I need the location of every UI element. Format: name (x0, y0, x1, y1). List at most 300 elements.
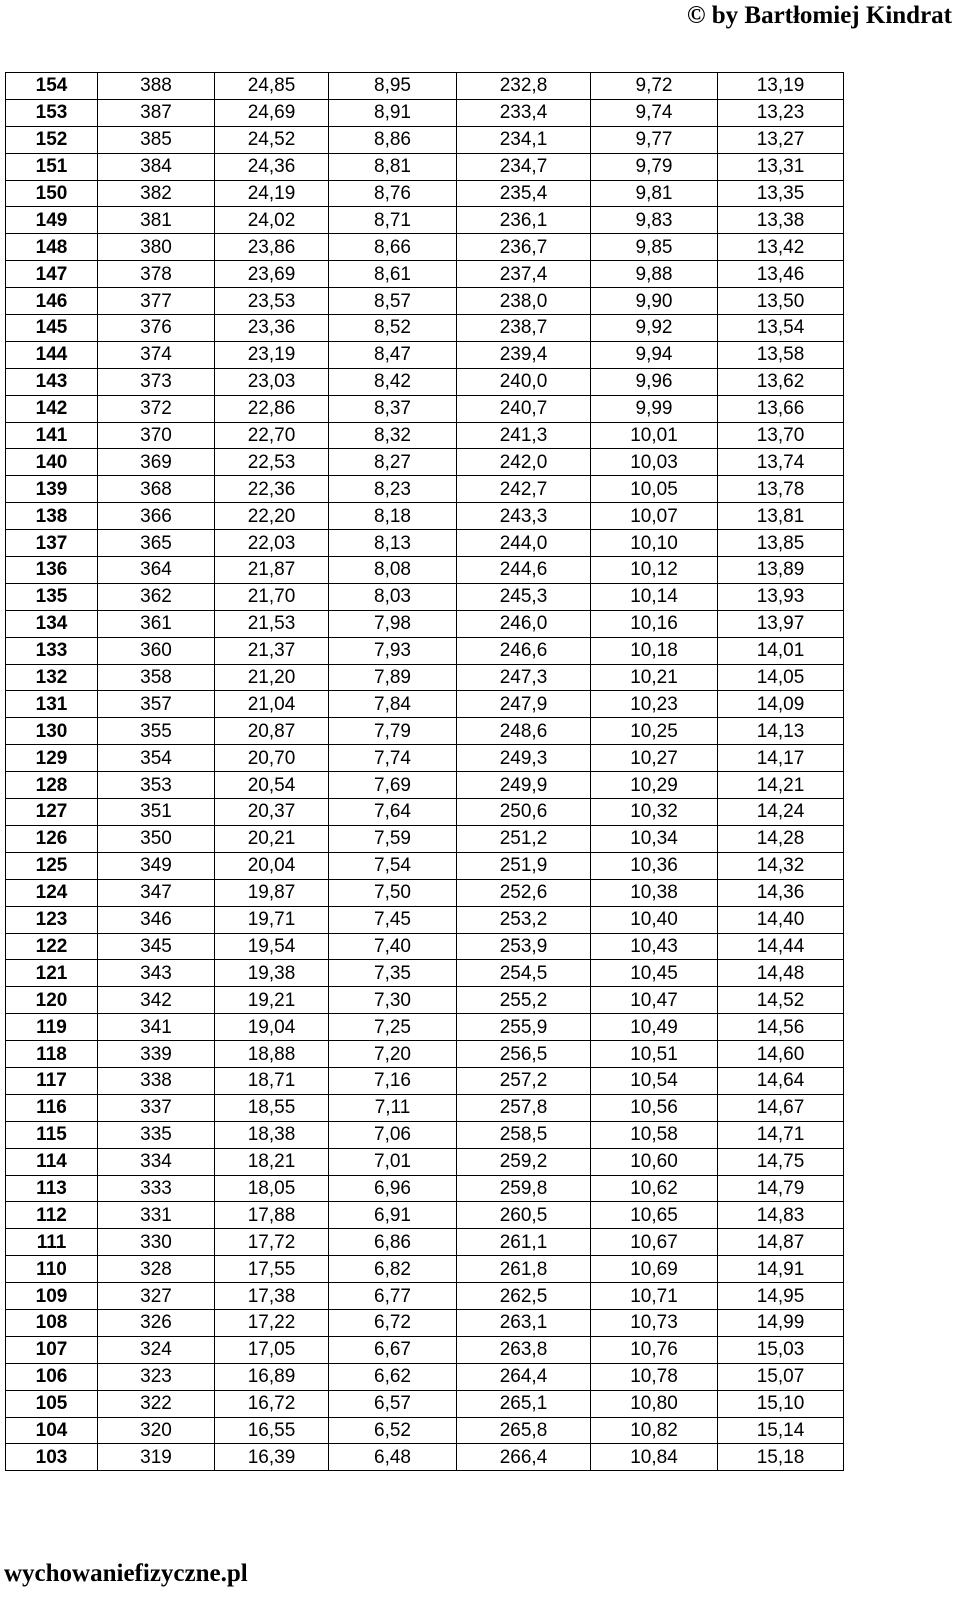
value-cell: 24,36 (215, 153, 329, 180)
value-cell: 374 (98, 341, 215, 368)
value-cell: 239,4 (457, 341, 591, 368)
value-cell: 14,56 (718, 1014, 844, 1041)
value-cell: 8,57 (329, 288, 457, 315)
table-row (6, 395, 844, 422)
site-footer: wychowaniefizyczne.pl (4, 1560, 248, 1587)
value-cell: 372 (98, 395, 215, 422)
value-cell: 10,40 (591, 906, 718, 933)
points-cell: 117 (6, 1067, 98, 1094)
table-row (6, 1202, 844, 1229)
value-cell: 6,77 (329, 1283, 457, 1310)
table-row (6, 825, 844, 852)
value-cell: 14,44 (718, 933, 844, 960)
value-cell: 8,76 (329, 180, 457, 207)
value-cell: 10,07 (591, 503, 718, 530)
value-cell: 23,19 (215, 341, 329, 368)
table-row (6, 1417, 844, 1444)
value-cell: 21,37 (215, 637, 329, 664)
value-cell: 366 (98, 503, 215, 530)
value-cell: 342 (98, 987, 215, 1014)
value-cell: 8,81 (329, 153, 457, 180)
value-cell: 243,3 (457, 503, 591, 530)
value-cell: 19,04 (215, 1014, 329, 1041)
value-cell: 23,03 (215, 368, 329, 395)
value-cell: 22,03 (215, 530, 329, 557)
value-cell: 8,52 (329, 315, 457, 342)
value-cell: 13,19 (718, 73, 844, 100)
value-cell: 238,0 (457, 288, 591, 315)
value-cell: 20,37 (215, 799, 329, 826)
value-cell: 20,87 (215, 718, 329, 745)
value-cell: 265,8 (457, 1417, 591, 1444)
value-cell: 263,8 (457, 1336, 591, 1363)
value-cell: 10,18 (591, 637, 718, 664)
value-cell: 6,57 (329, 1390, 457, 1417)
value-cell: 20,04 (215, 852, 329, 879)
value-cell: 242,0 (457, 449, 591, 476)
value-cell: 341 (98, 1014, 215, 1041)
table-row (6, 1094, 844, 1121)
value-cell: 7,89 (329, 664, 457, 691)
value-cell: 7,06 (329, 1121, 457, 1148)
table-row (6, 852, 844, 879)
value-cell: 9,83 (591, 207, 718, 234)
value-cell: 13,27 (718, 126, 844, 153)
value-cell: 8,08 (329, 557, 457, 584)
value-cell: 13,85 (718, 530, 844, 557)
value-cell: 18,38 (215, 1121, 329, 1148)
value-cell: 7,35 (329, 960, 457, 987)
value-cell: 10,05 (591, 476, 718, 503)
points-cell: 126 (6, 825, 98, 852)
value-cell: 14,36 (718, 879, 844, 906)
value-cell: 251,2 (457, 825, 591, 852)
table-row (6, 1444, 844, 1471)
value-cell: 16,89 (215, 1363, 329, 1390)
value-cell: 22,36 (215, 476, 329, 503)
value-cell: 369 (98, 449, 215, 476)
value-cell: 7,01 (329, 1148, 457, 1175)
table-row (6, 772, 844, 799)
table-row (6, 341, 844, 368)
value-cell: 14,75 (718, 1148, 844, 1175)
table-row (6, 1121, 844, 1148)
table-row (6, 1336, 844, 1363)
value-cell: 13,23 (718, 99, 844, 126)
value-cell: 13,78 (718, 476, 844, 503)
value-cell: 234,7 (457, 153, 591, 180)
value-cell: 346 (98, 906, 215, 933)
value-cell: 17,88 (215, 1202, 329, 1229)
points-cell: 141 (6, 422, 98, 449)
table-row (6, 530, 844, 557)
value-cell: 17,38 (215, 1283, 329, 1310)
value-cell: 24,85 (215, 73, 329, 100)
points-cell: 119 (6, 1014, 98, 1041)
table-row (6, 422, 844, 449)
value-cell: 19,71 (215, 906, 329, 933)
points-cell: 144 (6, 341, 98, 368)
table-row (6, 987, 844, 1014)
value-cell: 17,72 (215, 1229, 329, 1256)
value-cell: 10,23 (591, 691, 718, 718)
table-row (6, 99, 844, 126)
points-cell: 121 (6, 960, 98, 987)
value-cell: 8,95 (329, 73, 457, 100)
points-cell: 136 (6, 557, 98, 584)
value-cell: 7,50 (329, 879, 457, 906)
table-row (6, 234, 844, 261)
value-cell: 353 (98, 772, 215, 799)
points-cell: 124 (6, 879, 98, 906)
value-cell: 9,99 (591, 395, 718, 422)
value-cell: 9,72 (591, 73, 718, 100)
value-cell: 253,9 (457, 933, 591, 960)
table-row (6, 583, 844, 610)
value-cell: 8,71 (329, 207, 457, 234)
points-cell: 110 (6, 1256, 98, 1283)
value-cell: 358 (98, 664, 215, 691)
points-cell: 139 (6, 476, 98, 503)
value-cell: 8,47 (329, 341, 457, 368)
points-cell: 114 (6, 1148, 98, 1175)
points-cell: 103 (6, 1444, 98, 1471)
table-row (6, 1256, 844, 1283)
value-cell: 13,54 (718, 315, 844, 342)
value-cell: 14,91 (718, 1256, 844, 1283)
value-cell: 361 (98, 610, 215, 637)
value-cell: 378 (98, 261, 215, 288)
value-cell: 8,23 (329, 476, 457, 503)
points-cell: 107 (6, 1336, 98, 1363)
value-cell: 9,85 (591, 234, 718, 261)
table-row (6, 1229, 844, 1256)
value-cell: 7,93 (329, 637, 457, 664)
value-cell: 10,69 (591, 1256, 718, 1283)
points-cell: 152 (6, 126, 98, 153)
value-cell: 355 (98, 718, 215, 745)
value-cell: 327 (98, 1283, 215, 1310)
value-cell: 10,82 (591, 1417, 718, 1444)
table-row (6, 718, 844, 745)
points-cell: 112 (6, 1202, 98, 1229)
value-cell: 8,13 (329, 530, 457, 557)
value-cell: 21,53 (215, 610, 329, 637)
value-cell: 7,16 (329, 1067, 457, 1094)
value-cell: 6,91 (329, 1202, 457, 1229)
value-cell: 247,9 (457, 691, 591, 718)
value-cell: 245,3 (457, 583, 591, 610)
value-cell: 328 (98, 1256, 215, 1283)
value-cell: 13,89 (718, 557, 844, 584)
value-cell: 236,7 (457, 234, 591, 261)
value-cell: 10,43 (591, 933, 718, 960)
value-cell: 249,9 (457, 772, 591, 799)
points-cell: 135 (6, 583, 98, 610)
value-cell: 362 (98, 583, 215, 610)
value-cell: 339 (98, 1041, 215, 1068)
value-cell: 7,11 (329, 1094, 457, 1121)
value-cell: 14,99 (718, 1309, 844, 1336)
value-cell: 14,32 (718, 852, 844, 879)
value-cell: 7,84 (329, 691, 457, 718)
table-row (6, 449, 844, 476)
value-cell: 233,4 (457, 99, 591, 126)
table-row (6, 1148, 844, 1175)
value-cell: 13,58 (718, 341, 844, 368)
value-cell: 22,86 (215, 395, 329, 422)
value-cell: 24,69 (215, 99, 329, 126)
value-cell: 264,4 (457, 1363, 591, 1390)
value-cell: 256,5 (457, 1041, 591, 1068)
table-row (6, 476, 844, 503)
value-cell: 22,20 (215, 503, 329, 530)
value-cell: 13,35 (718, 180, 844, 207)
value-cell: 7,79 (329, 718, 457, 745)
value-cell: 17,22 (215, 1309, 329, 1336)
points-cell: 133 (6, 637, 98, 664)
table-row (6, 1067, 844, 1094)
value-cell: 14,83 (718, 1202, 844, 1229)
value-cell: 14,60 (718, 1041, 844, 1068)
value-cell: 13,31 (718, 153, 844, 180)
table-row (6, 207, 844, 234)
value-cell: 255,9 (457, 1014, 591, 1041)
points-cell: 142 (6, 395, 98, 422)
table-row (6, 933, 844, 960)
value-cell: 6,62 (329, 1363, 457, 1390)
table-row (6, 1390, 844, 1417)
value-cell: 7,30 (329, 987, 457, 1014)
value-cell: 8,61 (329, 261, 457, 288)
value-cell: 10,62 (591, 1175, 718, 1202)
table-row (6, 906, 844, 933)
value-cell: 9,92 (591, 315, 718, 342)
value-cell: 368 (98, 476, 215, 503)
value-cell: 333 (98, 1175, 215, 1202)
table-row (6, 664, 844, 691)
value-cell: 236,1 (457, 207, 591, 234)
value-cell: 259,2 (457, 1148, 591, 1175)
value-cell: 8,66 (329, 234, 457, 261)
value-cell: 21,20 (215, 664, 329, 691)
value-cell: 10,80 (591, 1390, 718, 1417)
value-cell: 351 (98, 799, 215, 826)
value-cell: 257,2 (457, 1067, 591, 1094)
points-cell: 122 (6, 933, 98, 960)
value-cell: 7,98 (329, 610, 457, 637)
value-cell: 337 (98, 1094, 215, 1121)
points-cell: 140 (6, 449, 98, 476)
value-cell: 20,54 (215, 772, 329, 799)
value-cell: 21,87 (215, 557, 329, 584)
value-cell: 261,8 (457, 1256, 591, 1283)
table-row (6, 1175, 844, 1202)
points-cell: 108 (6, 1309, 98, 1336)
value-cell: 16,39 (215, 1444, 329, 1471)
value-cell: 8,32 (329, 422, 457, 449)
table-row (6, 126, 844, 153)
table-row (6, 745, 844, 772)
value-cell: 373 (98, 368, 215, 395)
value-cell: 249,3 (457, 745, 591, 772)
value-cell: 24,52 (215, 126, 329, 153)
value-cell: 13,97 (718, 610, 844, 637)
value-cell: 251,9 (457, 852, 591, 879)
value-cell: 7,25 (329, 1014, 457, 1041)
value-cell: 322 (98, 1390, 215, 1417)
value-cell: 320 (98, 1417, 215, 1444)
value-cell: 13,62 (718, 368, 844, 395)
value-cell: 9,79 (591, 153, 718, 180)
value-cell: 8,91 (329, 99, 457, 126)
points-cell: 109 (6, 1283, 98, 1310)
points-cell: 137 (6, 530, 98, 557)
points-cell: 148 (6, 234, 98, 261)
value-cell: 370 (98, 422, 215, 449)
value-cell: 9,88 (591, 261, 718, 288)
value-cell: 232,8 (457, 73, 591, 100)
value-cell: 10,71 (591, 1283, 718, 1310)
value-cell: 21,70 (215, 583, 329, 610)
value-cell: 246,0 (457, 610, 591, 637)
value-cell: 10,84 (591, 1444, 718, 1471)
value-cell: 261,1 (457, 1229, 591, 1256)
value-cell: 15,07 (718, 1363, 844, 1390)
value-cell: 10,10 (591, 530, 718, 557)
value-cell: 13,70 (718, 422, 844, 449)
value-cell: 265,1 (457, 1390, 591, 1417)
value-cell: 381 (98, 207, 215, 234)
points-cell: 104 (6, 1417, 98, 1444)
points-cell: 131 (6, 691, 98, 718)
table-row (6, 1283, 844, 1310)
value-cell: 6,82 (329, 1256, 457, 1283)
table-row (6, 180, 844, 207)
value-cell: 10,65 (591, 1202, 718, 1229)
value-cell: 334 (98, 1148, 215, 1175)
points-cell: 106 (6, 1363, 98, 1390)
value-cell: 10,45 (591, 960, 718, 987)
value-cell: 14,87 (718, 1229, 844, 1256)
value-cell: 14,01 (718, 637, 844, 664)
value-cell: 9,94 (591, 341, 718, 368)
value-cell: 10,51 (591, 1041, 718, 1068)
table-row (6, 261, 844, 288)
score-table-body (6, 73, 844, 1471)
value-cell: 259,8 (457, 1175, 591, 1202)
value-cell: 10,78 (591, 1363, 718, 1390)
value-cell: 354 (98, 745, 215, 772)
value-cell: 252,6 (457, 879, 591, 906)
value-cell: 21,04 (215, 691, 329, 718)
value-cell: 257,8 (457, 1094, 591, 1121)
value-cell: 7,40 (329, 933, 457, 960)
value-cell: 18,88 (215, 1041, 329, 1068)
value-cell: 266,4 (457, 1444, 591, 1471)
value-cell: 24,02 (215, 207, 329, 234)
value-cell: 19,21 (215, 987, 329, 1014)
value-cell: 324 (98, 1336, 215, 1363)
value-cell: 23,86 (215, 234, 329, 261)
value-cell: 7,59 (329, 825, 457, 852)
table-row (6, 1014, 844, 1041)
value-cell: 343 (98, 960, 215, 987)
value-cell: 388 (98, 73, 215, 100)
points-cell: 138 (6, 503, 98, 530)
value-cell: 254,5 (457, 960, 591, 987)
points-cell: 111 (6, 1229, 98, 1256)
value-cell: 248,6 (457, 718, 591, 745)
value-cell: 14,95 (718, 1283, 844, 1310)
value-cell: 15,14 (718, 1417, 844, 1444)
value-cell: 7,64 (329, 799, 457, 826)
value-cell: 8,37 (329, 395, 457, 422)
value-cell: 10,67 (591, 1229, 718, 1256)
value-cell: 10,76 (591, 1336, 718, 1363)
value-cell: 250,6 (457, 799, 591, 826)
value-cell: 14,40 (718, 906, 844, 933)
value-cell: 18,71 (215, 1067, 329, 1094)
value-cell: 13,38 (718, 207, 844, 234)
points-cell: 153 (6, 99, 98, 126)
table-row (6, 610, 844, 637)
points-cell: 143 (6, 368, 98, 395)
value-cell: 10,14 (591, 583, 718, 610)
value-cell: 14,48 (718, 960, 844, 987)
value-cell: 360 (98, 637, 215, 664)
value-cell: 262,5 (457, 1283, 591, 1310)
table-row (6, 557, 844, 584)
score-table (5, 72, 844, 1471)
value-cell: 10,01 (591, 422, 718, 449)
value-cell: 19,54 (215, 933, 329, 960)
points-cell: 134 (6, 610, 98, 637)
value-cell: 258,5 (457, 1121, 591, 1148)
value-cell: 16,55 (215, 1417, 329, 1444)
value-cell: 10,12 (591, 557, 718, 584)
value-cell: 8,27 (329, 449, 457, 476)
value-cell: 9,81 (591, 180, 718, 207)
value-cell: 255,2 (457, 987, 591, 1014)
value-cell: 260,5 (457, 1202, 591, 1229)
value-cell: 18,21 (215, 1148, 329, 1175)
value-cell: 9,74 (591, 99, 718, 126)
value-cell: 23,69 (215, 261, 329, 288)
points-cell: 146 (6, 288, 98, 315)
value-cell: 6,67 (329, 1336, 457, 1363)
table-row (6, 879, 844, 906)
value-cell: 14,67 (718, 1094, 844, 1121)
value-cell: 20,70 (215, 745, 329, 772)
value-cell: 244,0 (457, 530, 591, 557)
value-cell: 241,3 (457, 422, 591, 449)
value-cell: 14,52 (718, 987, 844, 1014)
value-cell: 10,60 (591, 1148, 718, 1175)
points-cell: 149 (6, 207, 98, 234)
value-cell: 14,71 (718, 1121, 844, 1148)
value-cell: 10,25 (591, 718, 718, 745)
value-cell: 382 (98, 180, 215, 207)
copyright-notice: © by Bartłomiej Kindrat (686, 2, 952, 29)
value-cell: 23,36 (215, 315, 329, 342)
value-cell: 323 (98, 1363, 215, 1390)
value-cell: 13,46 (718, 261, 844, 288)
table-row (6, 1309, 844, 1336)
value-cell: 7,54 (329, 852, 457, 879)
value-cell: 377 (98, 288, 215, 315)
table-row (6, 315, 844, 342)
